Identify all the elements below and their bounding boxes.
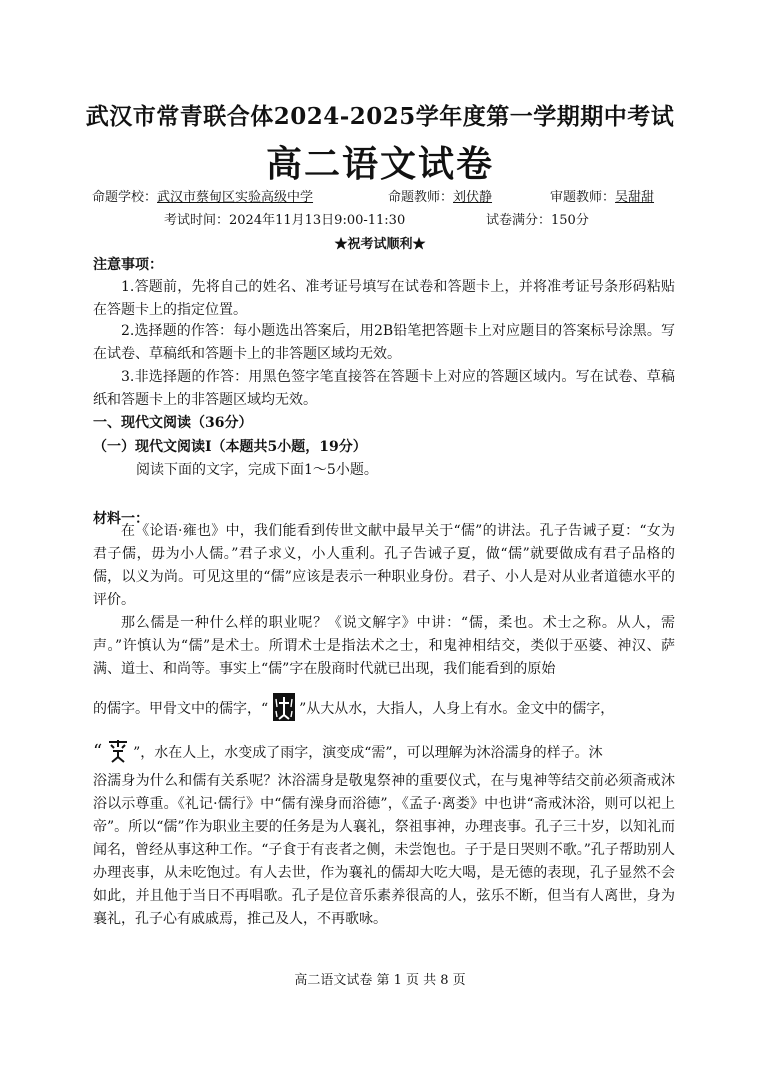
- notice-item-3: 3.非选择题的作答：用黑色签字笔直接答在答题卡上对应的答题区域内。写在试卷、草稿纸和答题卡上的非答题区域均无效。: [93, 369, 675, 408]
- page-footer: 高二语文试卷 第 1 页 共 8 页: [294, 973, 466, 988]
- glyph-line-2-open-quote: “: [93, 741, 103, 762]
- exam-title: 武汉市常青联合体2024-2025学年度第一学期期中考试: [85, 103, 675, 130]
- school-name: 武汉市蔡甸区实验高级中学: [157, 190, 314, 205]
- reviewer-label: 审题教师：: [550, 190, 616, 205]
- glyph-line-1-text-b: ”从大从水，大指人，人身上有水。金文中的儒字，: [299, 701, 615, 717]
- glyph-line-2: [93, 739, 675, 767]
- oracle-bone-ru-glyph: [273, 693, 295, 725]
- section-heading: 一、现代文阅读（36分）: [93, 415, 253, 431]
- glyph-line-1-text-a: 的儒字。甲骨文中的儒字，“: [93, 701, 269, 717]
- section-subheading: （一）现代文阅读Ⅰ（本题共5小题，19分）: [93, 439, 367, 455]
- school-label: 命题学校：: [92, 190, 158, 205]
- glyph-line-2-text: ”，水在人上，水变成了雨字，演变成“需”，可以理解为沐浴濡身的样子。沐: [133, 745, 603, 761]
- full-score: 试卷满分：150分: [486, 213, 589, 228]
- reading-instruction: 阅读下面的文字，完成下面1～5小题。: [136, 462, 378, 478]
- material-paragraph-2a: 那么儒是一种什么样的职业呢？《说文解字》中讲：“儒，柔也。术士之称。从人，需声。”许慎认为“儒”是术士。所谓术士是指法术之士，和鬼神相结交，类似于巫婆、神汉、萨满、道士、和尚等。事实上“儒”字在殷商时代就已出现，我们能看到的原始: [93, 615, 675, 677]
- material-paragraph-1: 在《论语·雍也》中，我们能看到传世文献中最早关于“儒”的讲法。孔子告诫子夏：“女为君子儒，毋为小人儒。”君子求义，小人重利。孔子告诫子夏，做“儒”就要做成有君子品格的儒，以义为尚。可见这里的“儒”应该是表示一种职业身份。君子、小人是对从业者道德水平的评价。: [93, 523, 675, 608]
- notice-heading: 注意事项：: [93, 257, 163, 273]
- notice-item-2: 2.选择题的作答：每小题选出答案后，用2B铅笔把答题卡上对应题目的答案标号涂黑。写在试卷、草稿纸和答题卡上的非答题区域均无效。: [93, 323, 675, 362]
- setter-name: 刘伏静: [453, 190, 493, 205]
- material-paragraph-2d: 浴濡身为什么和儒有关系呢？沐浴濡身是敬鬼祭神的重要仪式，在与鬼神等结交前必须斋戒沐浴以示尊重。《礼记·儒行》中“儒有澡身而浴德”，《孟子·离娄》中也讲“斋戒沐浴，则可以祀上帝”。所以“儒”作为职业主要的任务是为人襄礼，祭祖事神，办理丧事。孔子三十岁，以知礼而闻名，曾经从事这种工作。“子食于有丧者之侧，未尝饱也。子于是日哭则不歌。”孔子帮助别人办理丧事，从未吃饱过。有人去世，作为襄礼的儒却大吃大喝，是无德的表现，孔子显然不会如此，并且他于当日不再唱歌。孔子是位音乐素养很高的人，弦乐不断，但当有人离世，身为襄礼，孔子心有戚戚焉，推己及人，不再歌咏。: [93, 773, 675, 927]
- reviewer-name: 吴甜甜: [615, 190, 655, 205]
- notice-item-1: 1.答题前，先将自己的姓名、准考证号填写在试卷和答题卡上，并将准考证号条形码粘贴在答题卡上的指定位置。: [93, 279, 675, 318]
- setter-line: [388, 186, 492, 205]
- school-line: [92, 186, 313, 205]
- exam-time: 考试时间：2024年11月13日9:00-11:30: [164, 213, 406, 228]
- glyph-line-1: [93, 693, 675, 725]
- setter-label: 命题教师：: [388, 190, 454, 205]
- bronze-ru-glyph: [107, 739, 129, 767]
- material-label: 材料一：: [93, 511, 149, 527]
- good-luck-wish: ★祝考试顺利★: [334, 237, 426, 252]
- reviewer-line: [550, 186, 654, 205]
- paper-subtitle: 高二语文试卷: [265, 143, 494, 185]
